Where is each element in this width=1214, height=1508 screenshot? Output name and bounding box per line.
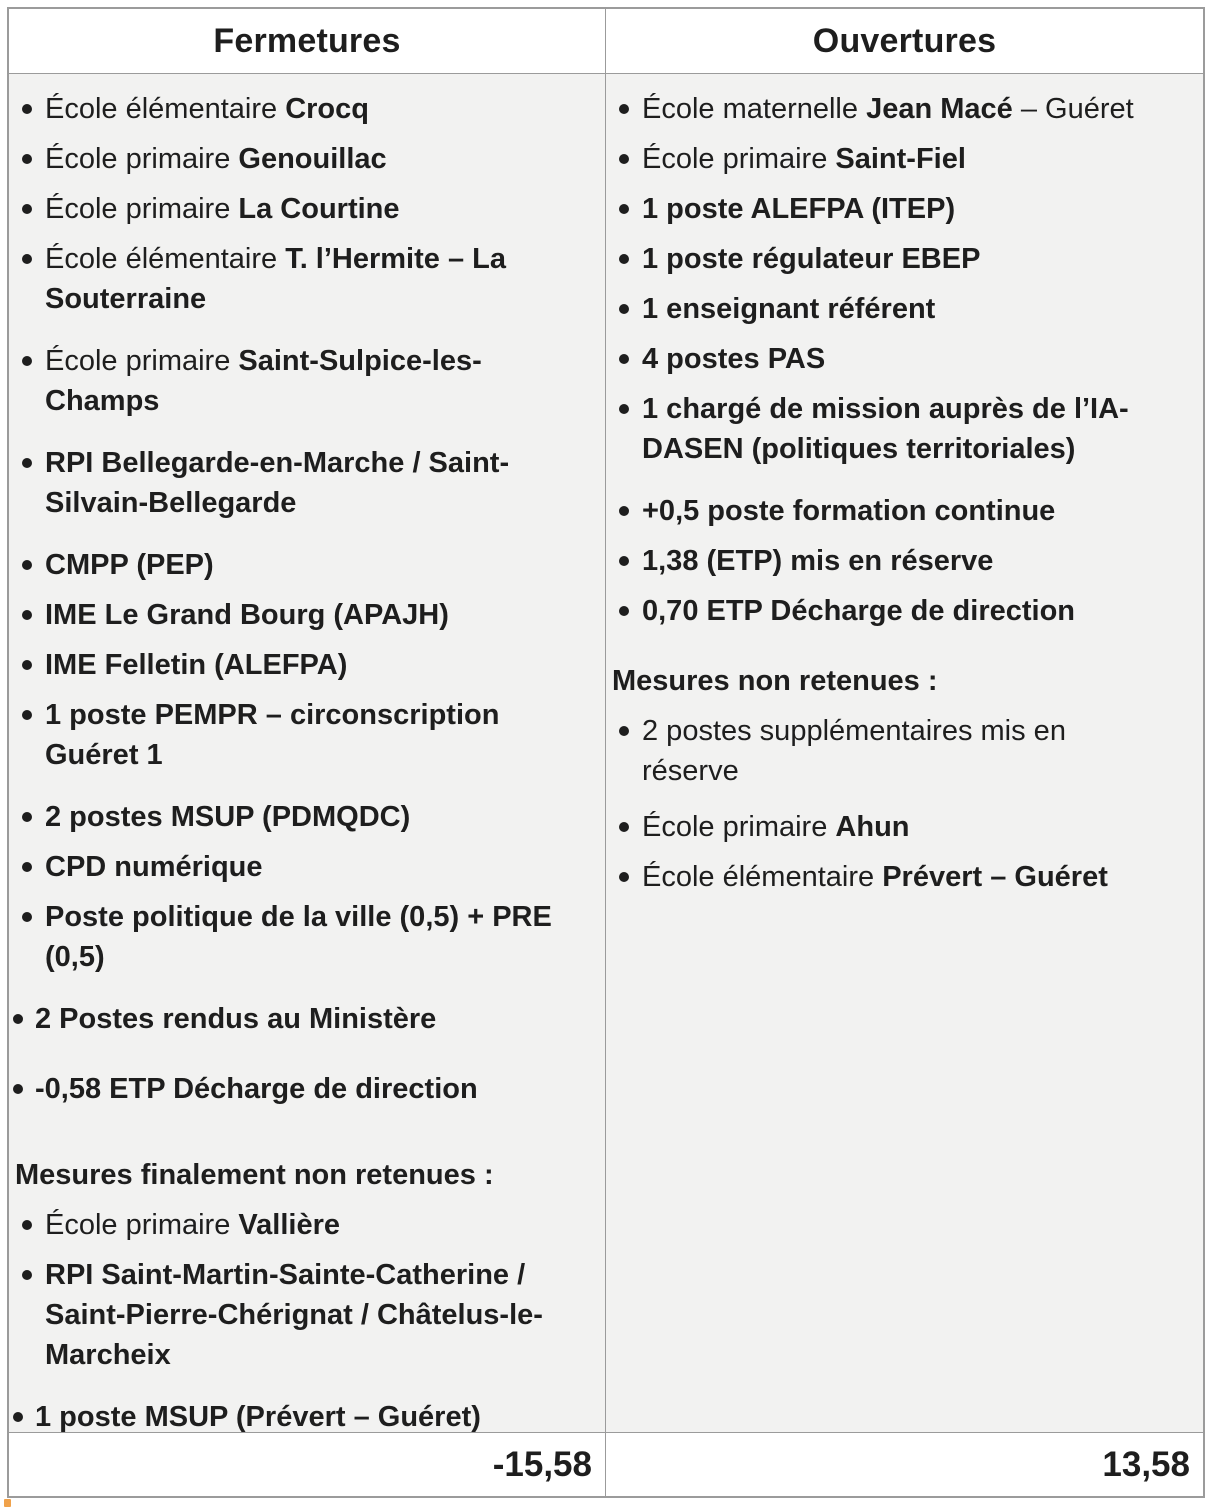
bullet-icon xyxy=(22,154,32,164)
bullet-icon xyxy=(22,356,32,366)
item-text: 4 postes PAS xyxy=(642,343,826,375)
bullet-icon xyxy=(22,204,32,214)
item-text: École primaire Vallière xyxy=(45,1209,340,1241)
item-text: 2 Postes rendus au Ministère xyxy=(35,1003,437,1035)
item-text: Poste politique de la ville (0,5) + PRE (0,5) xyxy=(45,901,552,973)
bullet-icon xyxy=(619,354,629,364)
bullet-icon xyxy=(13,1412,23,1422)
list-item xyxy=(9,1205,571,1245)
bullet-icon xyxy=(619,404,629,414)
column-header-ouvertures: Ouvertures xyxy=(606,9,1203,74)
list-item xyxy=(606,189,1169,229)
bullet-icon xyxy=(619,304,629,314)
bullet-icon xyxy=(22,1270,32,1280)
item-text: École primaire Saint-Sulpice-les-Champs xyxy=(45,345,482,417)
item-text: École élémentaire Prévert – Guéret xyxy=(642,861,1108,893)
list-item xyxy=(9,797,571,837)
item-text: École primaire Saint-Fiel xyxy=(642,143,966,175)
list-item xyxy=(606,807,1169,847)
list-item xyxy=(9,239,571,319)
item-text: 1 poste régulateur EBEP xyxy=(642,243,981,275)
fermetures-list xyxy=(9,74,606,1432)
bullet-icon xyxy=(22,560,32,570)
list-item xyxy=(9,189,571,229)
list-section-heading xyxy=(606,661,1183,701)
item-text: 0,70 ETP Décharge de direction xyxy=(642,595,1076,627)
bullet-icon xyxy=(22,710,32,720)
list-item xyxy=(606,591,1169,631)
list-item xyxy=(9,999,571,1039)
list-item xyxy=(606,89,1169,129)
bullet-icon xyxy=(619,254,629,264)
list-item xyxy=(606,289,1169,329)
list-item xyxy=(9,645,571,685)
bullet-icon xyxy=(22,912,32,922)
list-item xyxy=(9,545,571,585)
item-text: École primaire Genouillac xyxy=(45,143,387,175)
item-text: École élémentaire T. l’Hermite – La Souterraine xyxy=(45,243,506,315)
orange-marker xyxy=(4,1499,11,1507)
item-text: 2 postes supplémentaires mis en réserve xyxy=(642,715,1066,787)
list-item xyxy=(9,1397,571,1432)
column-header-fermetures: Fermetures xyxy=(9,9,606,74)
list-item xyxy=(606,389,1169,469)
item-text: +0,5 poste formation continue xyxy=(642,495,1056,527)
bullet-icon xyxy=(13,1014,23,1024)
bullet-icon xyxy=(619,872,629,882)
bullet-icon xyxy=(619,104,629,114)
list-item xyxy=(606,857,1169,897)
list-item xyxy=(606,541,1169,581)
bullet-icon xyxy=(22,254,32,264)
item-text: CMPP (PEP) xyxy=(45,549,214,581)
fermetures-total: -15,58 xyxy=(9,1432,606,1496)
bullet-icon xyxy=(22,1220,32,1230)
item-text: 2 postes MSUP (PDMQDC) xyxy=(45,801,411,833)
bullet-icon xyxy=(22,458,32,468)
list-item xyxy=(606,491,1169,531)
item-text: École primaire La Courtine xyxy=(45,193,400,225)
item-text: RPI Saint-Martin-Sainte-Catherine / Saint-Pierre-Chérignat / Châtelus-le-Marcheix xyxy=(45,1259,543,1371)
list-item xyxy=(9,897,571,977)
bullet-icon xyxy=(22,862,32,872)
list-item xyxy=(606,711,1169,791)
list-item xyxy=(606,139,1169,179)
bullet-icon xyxy=(619,822,629,832)
ouvertures-list xyxy=(606,74,1203,1432)
item-text: RPI Bellegarde-en-Marche / Saint-Silvain-Bellegarde xyxy=(45,447,510,519)
item-text: -0,58 ETP Décharge de direction xyxy=(35,1073,478,1105)
bullet-icon xyxy=(619,506,629,516)
bullet-icon xyxy=(619,726,629,736)
item-text: École maternelle Jean Macé – Guéret xyxy=(642,93,1134,125)
list-item xyxy=(606,339,1169,379)
item-text: 1 enseignant référent xyxy=(642,293,936,325)
bullet-icon xyxy=(22,660,32,670)
item-text: École élémentaire Crocq xyxy=(45,93,369,125)
item-text: IME Felletin (ALEFPA) xyxy=(45,649,348,681)
bullet-icon xyxy=(619,606,629,616)
list-item xyxy=(9,139,571,179)
list-item xyxy=(606,239,1169,279)
list-item xyxy=(9,341,571,421)
list-item xyxy=(9,1069,571,1109)
list-item xyxy=(9,847,571,887)
item-text: CPD numérique xyxy=(45,851,263,883)
item-text: École primaire Ahun xyxy=(642,811,910,843)
list-item xyxy=(9,443,571,523)
item-text: 1 poste ALEFPA (ITEP) xyxy=(642,193,956,225)
item-text: 1 poste PEMPR – circonscription Guéret 1 xyxy=(45,699,500,771)
item-text: IME Le Grand Bourg (APAJH) xyxy=(45,599,449,631)
list-item xyxy=(9,1255,571,1375)
list-item xyxy=(9,89,571,129)
bullet-icon xyxy=(619,556,629,566)
closures-openings-table xyxy=(7,7,1205,1498)
bullet-icon xyxy=(619,154,629,164)
bullet-icon xyxy=(22,812,32,822)
item-text: 1 chargé de mission auprès de l’IA-DASEN (politiques territoriales) xyxy=(642,393,1129,465)
list-item xyxy=(9,595,571,635)
list-item xyxy=(9,695,571,775)
bullet-icon xyxy=(22,610,32,620)
bullet-icon xyxy=(22,104,32,114)
bullet-icon xyxy=(619,204,629,214)
item-text: 1,38 (ETP) mis en réserve xyxy=(642,545,994,577)
item-text: Mesures non retenues : xyxy=(612,665,938,697)
item-text: 1 poste MSUP (Prévert – Guéret) xyxy=(35,1401,481,1432)
ouvertures-total: 13,58 xyxy=(606,1432,1203,1496)
list-section-heading xyxy=(9,1155,585,1195)
bullet-icon xyxy=(13,1084,23,1094)
item-text: Mesures finalement non retenues : xyxy=(15,1159,494,1191)
